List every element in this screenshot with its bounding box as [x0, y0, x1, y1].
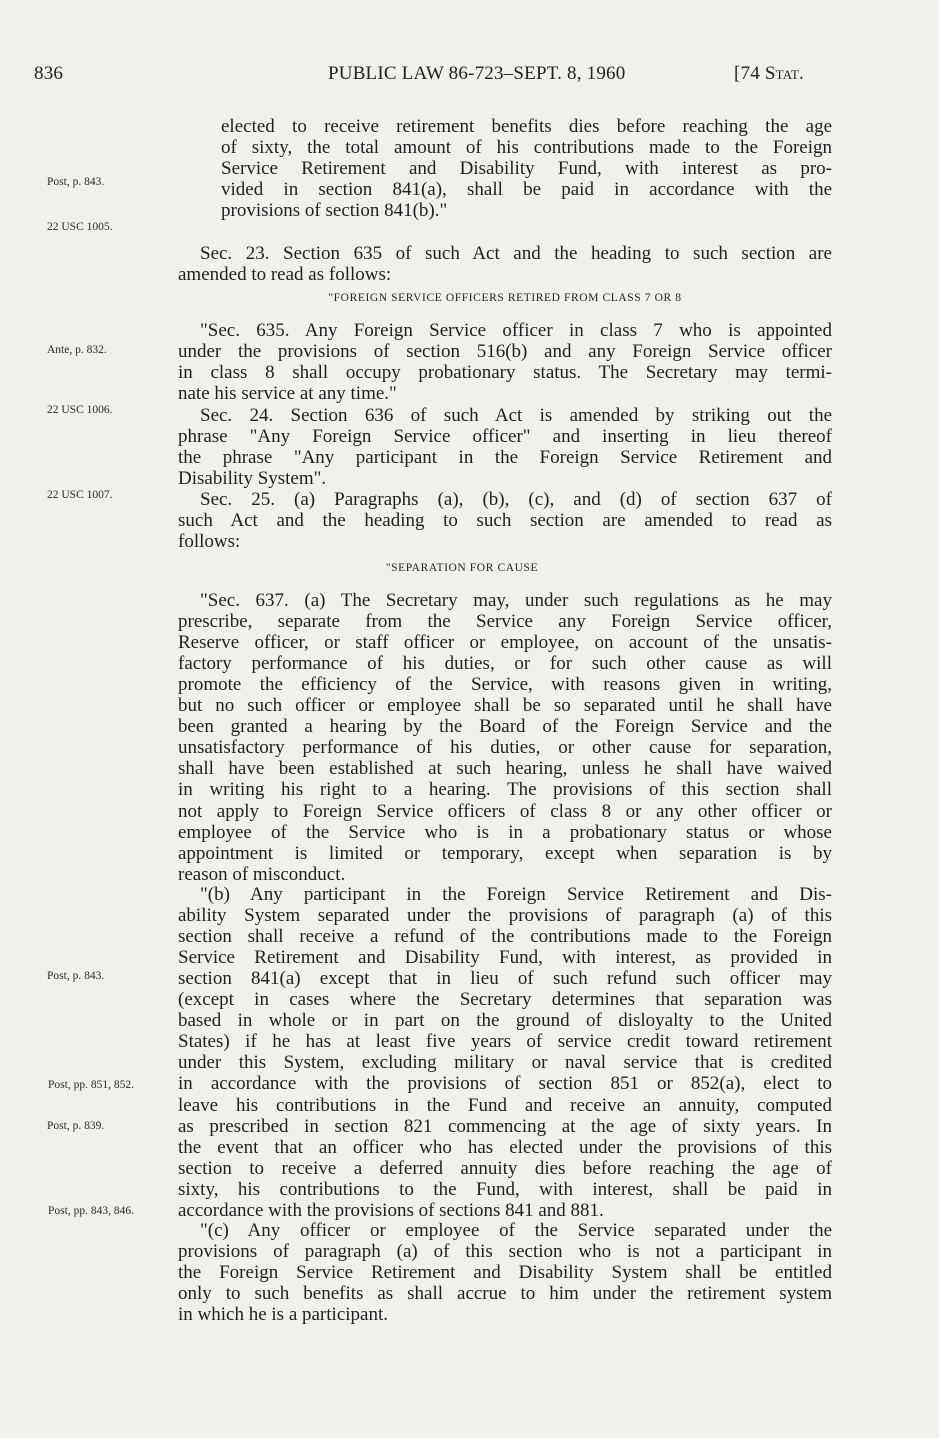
- text-line: Disability System".: [178, 468, 327, 490]
- text-line: elected to receive retirement benefits dies before reaching the age: [221, 116, 832, 137]
- text-line: employee of the Service who is in a probationary status or whose: [178, 821, 832, 843]
- text-line: provisions of section 841(b).": [221, 200, 448, 222]
- text-line: provisions of paragraph (a) of this section who is not a participant in: [178, 1241, 832, 1263]
- margin-note: Post, pp. 843, 846.: [48, 1205, 134, 1217]
- text-line: "(b) Any participant in the Foreign Service Retirement and Dis-: [200, 884, 832, 905]
- text-line: in class 8 shall occupy probationary status. The Secretary may termi-: [178, 362, 832, 384]
- text-line: States) if he has at least five years of service credit toward retirement: [178, 1031, 832, 1053]
- text-line: prescribe, separate from the Service any Foreign Service officer,: [178, 611, 832, 633]
- margin-note: Post, p. 843.: [47, 970, 105, 982]
- text-line: not apply to Foreign Service officers of class 8 or any other officer or: [178, 800, 832, 822]
- text-line: accordance with the provisions of sections 841 and 881.: [178, 1199, 604, 1221]
- text-line: Service Retirement and Disability Fund, with interest, as provided in: [178, 947, 832, 969]
- text-line: section 841(a) except that in lieu of such refund such officer may: [178, 968, 832, 990]
- text-line: only to such benefits as shall accrue to him under the retirement system: [178, 1283, 832, 1305]
- text-line: (except in cases where the Secretary determines that separation was: [178, 989, 832, 1011]
- text-line: factory performance of his duties, or for such other cause as will: [178, 653, 832, 675]
- text-line: "Sec. 635. Any Foreign Service officer in class 7 who is appointed: [200, 320, 832, 341]
- text-line: "FOREIGN SERVICE OFFICERS RETIRED FROM CLASS 7 OR 8: [328, 292, 682, 304]
- text-line: section shall receive a refund of the contributions made to the Foreign: [178, 926, 832, 948]
- text-line: based in whole or in part on the ground of disloyalty to the United: [178, 1010, 832, 1032]
- text-line: in which he is a participant.: [178, 1304, 388, 1326]
- text-line: sixty, his contributions to the Fund, with interest, shall be paid in: [178, 1178, 832, 1200]
- text-line: phrase "Any Foreign Service officer" and inserting in lieu thereof: [178, 426, 832, 448]
- header-title: PUBLIC LAW 86-723–SEPT. 8, 1960: [328, 63, 626, 84]
- text-line: leave his contributions in the Fund and receive an annuity, computed: [178, 1094, 832, 1116]
- text-line: follows:: [178, 531, 241, 553]
- text-line: Sec. 24. Section 636 of such Act is amended by striking out the: [200, 405, 832, 426]
- text-line: in accordance with the provisions of section 851 or 852(a), elect to: [178, 1073, 832, 1095]
- text-line: promote the efficiency of the Service, with reasons given in writing,: [178, 674, 832, 696]
- text-line: Sec. 23. Section 635 of such Act and the heading to such section are: [200, 243, 832, 264]
- text-line: under this System, excluding military or naval service that is credited: [178, 1052, 832, 1074]
- margin-note: 22 USC 1005.: [47, 221, 113, 233]
- text-line: "(c) Any officer or employee of the Service separated under the: [200, 1220, 832, 1241]
- margin-note: Post, pp. 851, 852.: [48, 1079, 134, 1091]
- margin-note: 22 USC 1007.: [47, 489, 113, 501]
- margin-note: Post, p. 839.: [47, 1120, 105, 1132]
- text-line: appointment is limited or temporary, except when separation is by: [178, 842, 832, 864]
- text-line: "Sec. 637. (a) The Secretary may, under such regulations as he may: [200, 590, 832, 611]
- header-volume: [74 Stat.: [734, 63, 804, 84]
- margin-note: Ante, p. 832.: [47, 344, 107, 356]
- text-line: section to receive a deferred annuity dies before reaching the age of: [178, 1157, 832, 1179]
- text-line: the Foreign Service Retirement and Disability System shall be entitled: [178, 1262, 832, 1284]
- text-line: Service Retirement and Disability Fund, with interest as pro-: [221, 158, 832, 180]
- text-line: as prescribed in section 821 commencing at the age of sixty years. In: [178, 1115, 832, 1137]
- margin-note: Post, p. 843.: [47, 176, 105, 188]
- page-number: 836: [34, 63, 64, 84]
- text-line: the event that an officer who has elected under the provisions of this: [178, 1136, 832, 1158]
- text-line: "SEPARATION FOR CAUSE: [385, 562, 539, 574]
- margin-note: 22 USC 1006.: [47, 404, 113, 416]
- text-line: shall have been established at such hearing, unless he shall have waived: [178, 758, 832, 780]
- text-line: the phrase "Any participant in the Foreign Service Retirement and: [178, 447, 832, 469]
- text-line: nate his service at any time.": [178, 383, 397, 405]
- text-line: Sec. 25. (a) Paragraphs (a), (b), (c), and (d) of section 637 of: [200, 489, 832, 510]
- text-line: vided in section 841(a), shall be paid in accordance with the: [221, 179, 832, 201]
- text-line: but no such officer or employee shall be so separated until he shall have: [178, 695, 832, 717]
- text-line: reason of misconduct.: [178, 863, 346, 885]
- text-line: unsatisfactory performance of his duties, or other cause for separation,: [178, 737, 832, 759]
- text-line: under the provisions of section 516(b) and any Foreign Service officer: [178, 341, 832, 363]
- text-line: ability System separated under the provisions of paragraph (a) of this: [178, 905, 832, 927]
- text-line: amended to read as follows:: [178, 264, 392, 286]
- text-line: of sixty, the total amount of his contributions made to the Foreign: [221, 137, 832, 159]
- text-line: such Act and the heading to such section are amended to read as: [178, 510, 832, 532]
- text-line: in writing his right to a hearing. The provisions of this section shall: [178, 779, 832, 801]
- text-line: Reserve officer, or staff officer or employee, on account of the unsatis-: [178, 632, 832, 654]
- text-line: been granted a hearing by the Board of the Foreign Service and the: [178, 716, 832, 738]
